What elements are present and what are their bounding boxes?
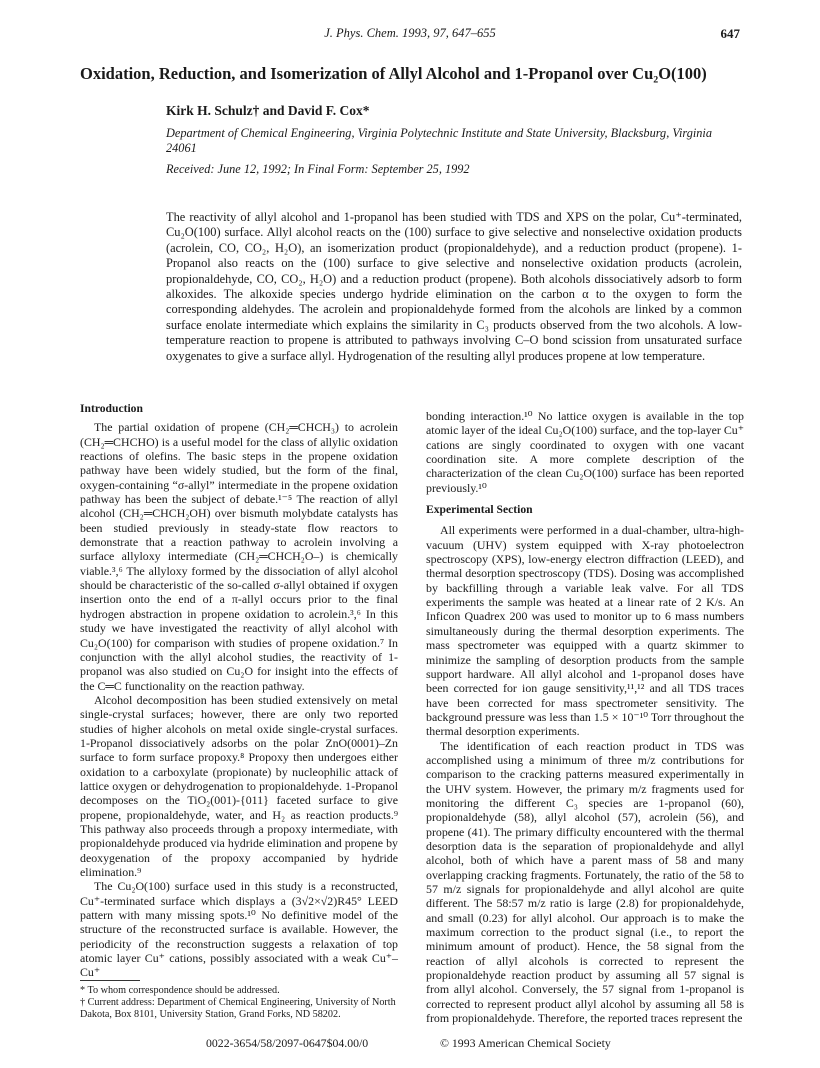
author-affiliation: Department of Chemical Engineering, Virginia Polytechnic Institute and State University, Blacksburg, Virginia 24061 [166, 126, 712, 155]
paragraph: Alcohol decomposition has been studied extensively on metal single-crystal surfaces; however, there are only two reported studies of higher alcohols on metal oxide single-crystal surfaces. 1-Propanol dissociatively adsorbs on the polar ZnO(0001)–Zn surface to form surface propoxy.⁸ Propoxy then undergoes either oxidation to a carboxylate (propionate) by nucleophilic attack of lattice oxygen or dehydrogenation to propionaldehyde. 1-Propanol decomposes on the TiO₂(001)-{011} faceted surface to give propene, propionaldehyde, water, and H₂ as reaction products.⁹ This pathway also proceeds through a propoxy intermediate, with propionaldehyde produced via hydride elimination and propene by deoxygenation of the propoxy accompanied by hydride elimination.⁹ [80, 692, 398, 879]
right-column [426, 409, 744, 1025]
paragraph: The identification of each reaction product in TDS was accomplished using a minimum of three m/z contributions for comparison to the cracking patterns measured experimentally in the UHV system. However, the primary m/z fragments used for monitoring the different C₃ species are 1-propanol (60), propionaldehyde (58), allyl alcohol (57), acrolein (56), and propene (41). The primary difficulty encountered with the thermal desorption data is the separation of propionaldehyde and allyl alcohol, both of which have a parent mass of 58 and many overlapping cracking fragments. Fortunately, the ratio of the 58 to 57 m/z signals for propionaldehyde and allyl alcohol are quite different. The 58:57 m/z ratio is large (2.8) for propionaldehyde, and small (0.23) for allyl alcohol. Our approach is to make the maximum correction to the product signal (i.e., to report the minimum amount of product). Hence, the 58 signal from the reaction of allyl alcohols is corrected to represent the propionaldehyde reaction product by assuming all 57 signal is from allyl alcohol. Conversely, the 57 signal from 1-propanol is corrected to represent product allyl alcohol by assuming all 58 is from propionaldehyde. Therefore, the reported traces represent the [426, 738, 744, 1026]
footnote-correspondence: * To whom correspondence should be addressed. [80, 985, 280, 996]
section-heading-introduction: Introduction [80, 402, 143, 415]
paragraph: The partial oxidation of propene (CH₂═CHCH₃) to acrolein (CH₂═CHCHO) is a useful model for the class of allylic oxidation reactions of olefins. The basic steps in the propene oxidation pathway have been widely studied, but the form of the final, oxygen-containing “σ-allyl” intermediate in the propene oxidation pathway has been the subject of debate.¹⁻⁵ The reaction of allyl alcohol (CH₂═CHCH₂OH) over bismuth molybdate catalysts has been studied previously in steady-state flow reactors to demonstrate that a reaction pathway to acrolein involving a surface allyloxy intermediate (CH₂═CHCH₂O–) is chemically viable.³,⁶ The allyloxy formed by the dissociation of allyl alcohol should be characteristic of the so-called σ-allyl obtained if oxygen insertion onto the end of a π-allyl occurs prior to the final hydrogen abstraction in propene oxidation to acrolein.³,⁶ In this study we have investigated the reactivity of allyl alcohol with Cu₂O(100) for comparison with studies of propene oxidation.⁷ In conjunction with the allyl alcohol studies, the reactivity of 1-propanol was also studied on Cu₂O for insight into the effects of the C═C functionality on the reaction pathway. [80, 420, 398, 693]
paragraph-continuation: bonding interaction.¹⁰ No lattice oxygen is available in the top atomic layer of the ideal Cu₂O(100) surface, and the top-layer Cu⁺ cations are singly coordinated to oxygen with one vacant coordination site. A more complete description of the characterization of the clean Cu₂O(100) surface has been reported previously.¹⁰ [426, 409, 744, 495]
running-head [0, 26, 820, 44]
paragraph: All experiments were performed in a dual-chamber, ultra-high-vacuum (UHV) system equipped with X-ray photoelectron spectroscopy (XPS), low-energy electron diffraction (LEED), and thermal desorption spectroscopy (TDS). Dosing was accomplished by backfilling through a variable leak valve. For all TDS experiments the sample was heated at a linear rate of 2 K/s. An Inficon Quadrex 200 was used to monitor up to 6 mass numbers simultaneously during the thermal desorption experiments. The mass spectrometer was equipped with a quartz skimmer to minimize the sampling of desorption products from the sample support hardware. All allyl alcohol and 1-propanol doses have been corrected for ion gauge sensitivity,¹¹,¹² and all TDS traces have been corrected for mass spectrometer sensitivity. The background pressure was less than 1.5 × 10⁻¹⁰ Torr throughout the thermal desorption experiments. [426, 523, 745, 739]
received-dates: Received: June 12, 1992; In Final Form: September 25, 1992 [166, 162, 470, 176]
abstract: The reactivity of allyl alcohol and 1-propanol has been studied with TDS and XPS on the polar, Cu⁺-terminated, Cu₂O(100) surface. Allyl alcohol reacts on the (100) surface to give selective and nonselective oxidation products (acrolein, CO, CO₂, H₂O), an isomerization product (propionaldehyde), and a reduction product (propene). 1-Propanol also reacts on the (100) surface to give selective and nonselective oxidation products (acrolein, propionaldehyde, CO, CO₂, H₂O) and a reduction product (propene). Both alcohols dissociatively adsorb to form alkoxides. The alkoxide species undergo hydride elimination on the carbon α to the oxygen to form the corresponding aldehydes. The acrolein and propionaldehyde formed from the alcohols are linked by a common surface enolate intermediate which explains the similarity in C₃ products observed from the two alcohols. A low-temperature reaction to propene is attributed to pathways involving C–O bond scission from unsaturated surface oxygenates to give a surface allyl. Hydrogenation of the resulting allyl produces propene at low temperature. [166, 210, 742, 363]
article-code: 0022-3654/58/2097-0647$04.00/0 [206, 1036, 369, 1050]
footnotes [80, 980, 398, 1021]
page-number: 647 [720, 26, 740, 41]
footnote-current-address: † Current address: Department of Chemical Engineering, University of North Dakota, Box 8101, University Station, Grand Forks, ND 58202. [80, 997, 396, 1020]
author-list: Kirk H. Schulz† and David F. Cox* [166, 103, 370, 118]
journal-citation: J. Phys. Chem. 1993, 97, 647–655 [324, 26, 496, 40]
footnote-rule [80, 980, 140, 981]
paragraph: The Cu₂O(100) surface used in this study is a reconstructed, Cu⁺-terminated surface which displays a (3√2×√2)R45° LEED pattern with many missing spots.¹⁰ No definitive model of the structure of the reconstructed surface is available. However, the periodicity of the reconstruction suggests a relaxation of top atomic layer Cu⁺ cations, possibly associated with a weak Cu⁺–Cu⁺ [80, 879, 398, 980]
copyright-notice: © 1993 American Chemical Society [440, 1036, 611, 1050]
section-heading-experimental: Experimental Section [426, 503, 533, 517]
article-title: Oxidation, Reduction, and Isomerization of Allyl Alcohol and 1-Propanol over Cu₂O(100) [80, 64, 707, 83]
left-column [80, 402, 398, 980]
